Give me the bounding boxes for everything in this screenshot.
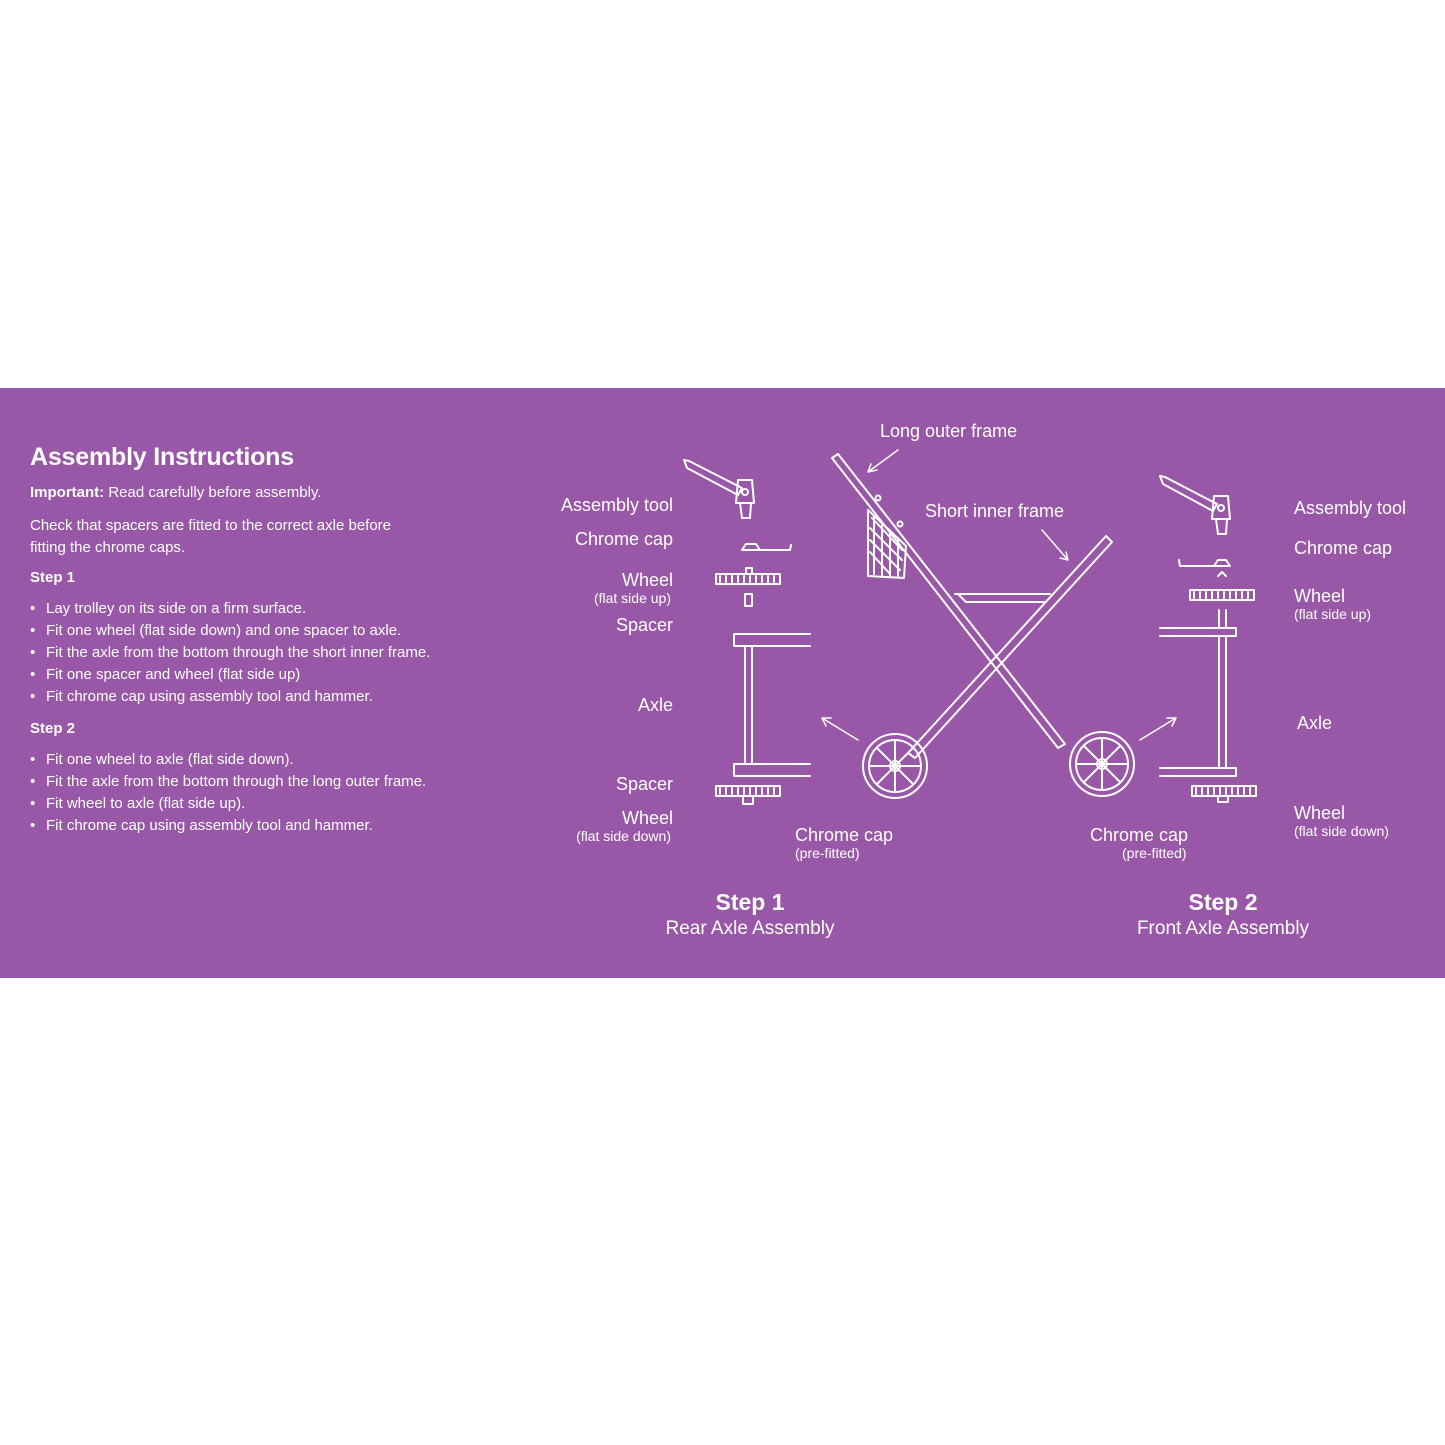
wheel-left-trolley	[863, 734, 927, 798]
list-item: • Fit chrome cap using assembly tool and hammer.	[30, 815, 500, 837]
spacer-top-right	[1160, 628, 1236, 636]
list-item: • Fit one wheel (flat side down) and one spacer to axle.	[30, 620, 500, 642]
wheel-top-left	[716, 568, 780, 584]
label-chrome-cap-pre-fitted-left-note: (pre-fitted)	[795, 845, 860, 861]
list-item: • Fit the axle from the bottom through the short inner frame.	[30, 642, 500, 664]
wheel-right-trolley	[1070, 732, 1134, 796]
cross-bar	[955, 594, 1050, 602]
list-item: • Fit chrome cap using assembly tool and hammer.	[30, 686, 500, 708]
label-wheel-bottom-right-note: (flat side down)	[1294, 823, 1389, 839]
caption-step1-title: Step 1	[715, 889, 785, 915]
list-item: • Lay trolley on its side on a firm surface.	[30, 598, 500, 620]
short-inner-frame	[908, 536, 1112, 758]
important-text: Read carefully before assembly.	[108, 484, 322, 501]
label-wheel-bottom-left-note: (flat side down)	[576, 828, 671, 844]
rear-axle-exploded	[684, 460, 810, 804]
instructions-title: Assembly Instructions	[30, 443, 294, 471]
label-axle-right: Axle	[1297, 713, 1333, 733]
label-chrome-cap-pre-fitted-right: Chrome cap	[1090, 825, 1189, 845]
label-assembly-tool-left: Assembly tool	[560, 495, 673, 515]
label-wheel-top-left: Wheel	[621, 570, 673, 590]
axle-right	[1219, 610, 1226, 768]
label-short-inner-frame: Short inner frame	[925, 501, 1065, 521]
label-chrome-cap-left: Chrome cap	[574, 529, 673, 549]
spacer-bottom-left	[734, 764, 810, 776]
wheel-top-right	[1190, 590, 1254, 600]
assembly-tool-left	[684, 460, 754, 518]
label-assembly-tool-right: Assembly tool	[1294, 498, 1407, 518]
chrome-cap-left	[742, 544, 791, 550]
label-wheel-top-right-note: (flat side up)	[1294, 606, 1372, 622]
wheel-bottom-right	[1192, 786, 1256, 802]
label-chrome-cap-pre-fitted-left: Chrome cap	[795, 825, 894, 845]
caption-step2-subtitle: Front Axle Assembly	[1136, 918, 1310, 939]
step1-heading: Step 1	[30, 569, 76, 586]
step2-heading: Step 2	[30, 720, 76, 737]
list-item: • Fit the axle from the bottom through the long outer frame.	[30, 771, 500, 793]
list-item: • Fit one spacer and wheel (flat side up)	[30, 664, 500, 686]
check-note: Check that spacers are fitted to the correct axle before fitting the chrome caps.	[30, 517, 392, 556]
chrome-cap-right	[1179, 560, 1230, 576]
front-axle-exploded	[1160, 476, 1256, 802]
axle-pin-left	[745, 594, 752, 606]
label-wheel-bottom-left: Wheel	[621, 808, 673, 828]
assembly-tool-right	[1160, 476, 1230, 534]
list-item: • Fit one wheel to axle (flat side down).	[30, 749, 500, 771]
label-wheel-bottom-right: Wheel	[1294, 803, 1346, 823]
mesh-basket	[868, 510, 906, 578]
spacer-top-left	[734, 634, 810, 646]
wheel-bottom-left	[716, 786, 780, 804]
label-chrome-cap-right: Chrome cap	[1294, 538, 1393, 558]
spacer-bottom-right	[1160, 768, 1236, 776]
label-chrome-cap-pre-fitted-right-note: (pre-fitted)	[1122, 845, 1187, 861]
caption-step2-title: Step 2	[1188, 889, 1258, 915]
axle-left	[745, 646, 752, 764]
important-label: Important:	[30, 484, 105, 501]
label-long-outer-frame: Long outer frame	[880, 421, 1018, 441]
list-item: • Fit wheel to axle (flat side up).	[30, 793, 500, 815]
instruction-band	[0, 388, 1445, 978]
label-wheel-top-left-note: (flat side up)	[593, 590, 671, 606]
label-axle-left: Axle	[637, 695, 673, 715]
label-wheel-top-right: Wheel	[1294, 586, 1346, 606]
label-spacer-bottom-left: Spacer	[615, 774, 673, 794]
caption-step1-subtitle: Rear Axle Assembly	[665, 918, 835, 939]
label-spacer-top-left: Spacer	[615, 615, 673, 635]
